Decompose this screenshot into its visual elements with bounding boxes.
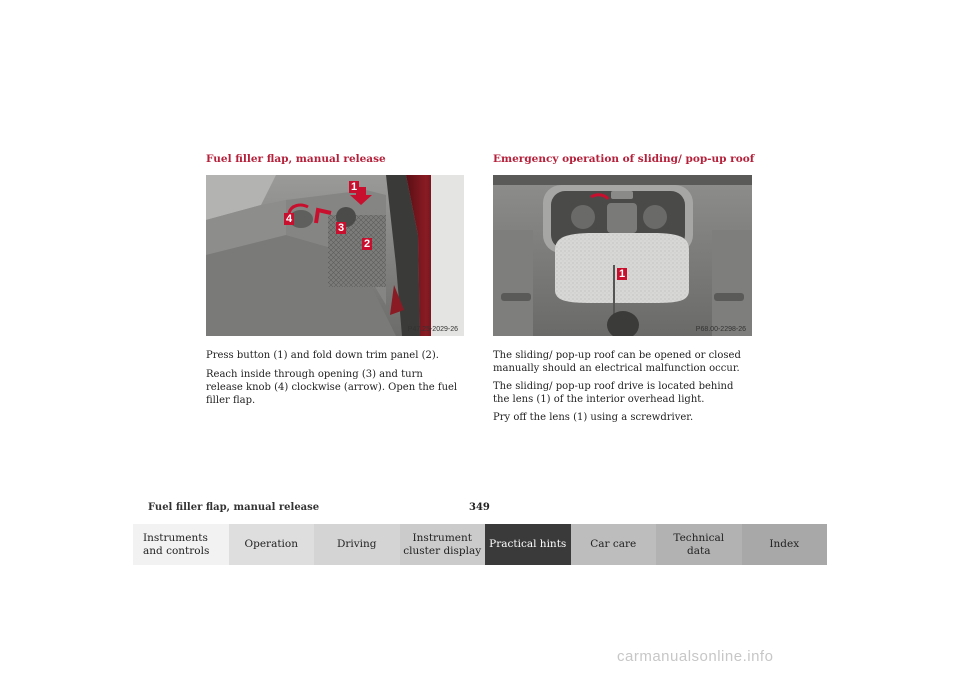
overhead-console-photo (493, 175, 752, 336)
tab-label: Car care (590, 538, 637, 550)
page-number: 349 (469, 502, 490, 513)
callout-1: 1 (619, 268, 626, 280)
roof-heading: Emergency operation of sliding/ pop-up roof (493, 153, 755, 165)
tab-technical-data[interactable] (656, 524, 742, 565)
roof-paragraph-2: The sliding/ pop-up roof drive is located behind the lens (1) of the interior overhead light. (493, 381, 734, 405)
tab-label: Instruments and controls (143, 531, 210, 557)
tab-practical-hints[interactable] (485, 524, 571, 565)
tab-label: Index (769, 538, 800, 550)
tab-driving[interactable] (314, 524, 400, 565)
fuel-filler-heading: Fuel filler flap, manual release (206, 153, 386, 165)
tab-label: Technical data (673, 531, 725, 557)
watermark: carmanualsonline.info (617, 648, 774, 665)
roof-paragraph-1: The sliding/ pop-up roof can be opened or closed manually should an electrical malfunction occur. (493, 350, 741, 374)
tab-index[interactable] (742, 524, 828, 565)
tab-car-care[interactable] (571, 524, 657, 565)
tab-label: Operation (244, 538, 298, 550)
tab-label: Practical hints (489, 538, 567, 550)
figure-code: P47.25-2029-26 (407, 326, 458, 333)
tab-label: Instrument cluster display (403, 531, 482, 557)
fuel-filler-step-1: Press button (1) and fold down trim panel (2). (206, 350, 439, 361)
tab-instruments-and-controls[interactable] (133, 524, 229, 565)
callout-2: 2 (364, 238, 371, 250)
roof-paragraph-3: Pry off the lens (1) using a screwdriver. (493, 412, 694, 423)
footer-section-title: Fuel filler flap, manual release (148, 502, 320, 513)
tab-label: Driving (336, 538, 377, 550)
trunk-photo (206, 175, 464, 336)
callout-1: 1 (351, 181, 358, 193)
fuel-filler-step-2: Reach inside through opening (3) and turn release knob (4) clockwise (arrow). Open the fuel filler flap. (206, 369, 458, 406)
tab-instrument-cluster-display[interactable] (400, 524, 486, 565)
tab-operation[interactable] (229, 524, 315, 565)
callout-4: 4 (286, 213, 293, 225)
chapter-nav (133, 524, 827, 565)
callout-3: 3 (338, 222, 345, 234)
figure-code: P68.00-2298-26 (695, 326, 746, 333)
